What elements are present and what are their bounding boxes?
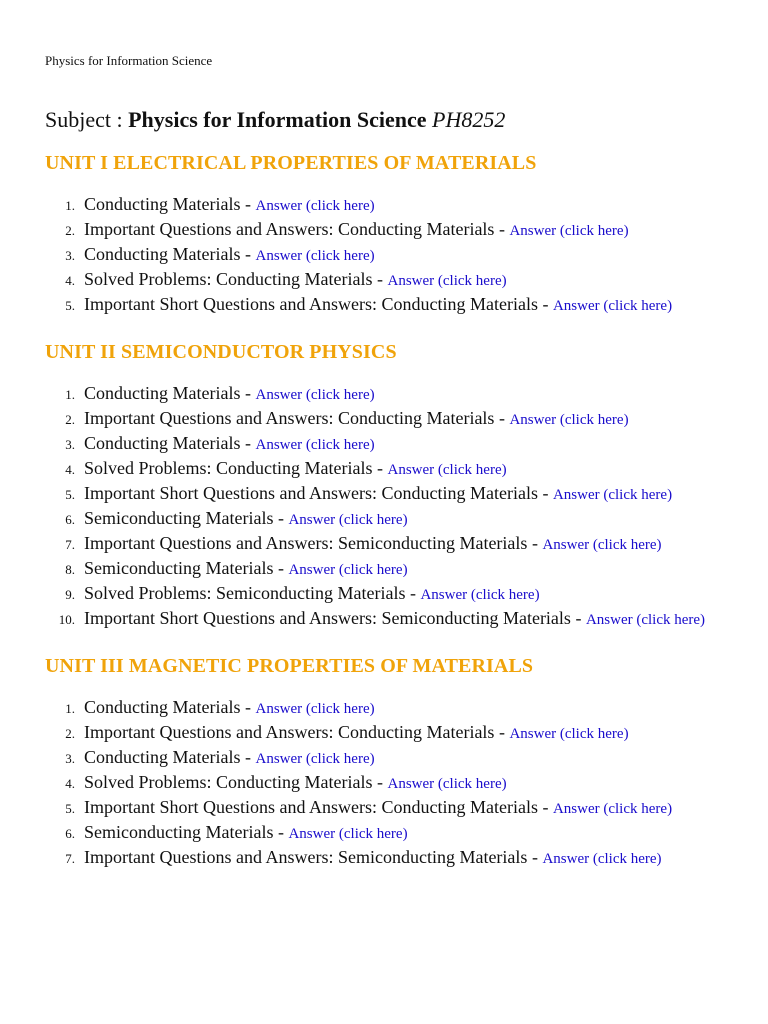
list-item-title: Conducting Materials (84, 433, 241, 453)
list-item-title: Important Short Questions and Answers: Conducting Materials (84, 797, 538, 817)
list-item-separator: - (570, 608, 586, 628)
list-item-separator: - (372, 269, 388, 289)
unit-heading: UNIT III MAGNETIC PROPERTIES OF MATERIALS (45, 655, 534, 677)
answer-link[interactable]: Answer (click here) (387, 776, 507, 792)
list-item (45, 797, 725, 820)
answer-link[interactable]: Answer (click here) (509, 726, 629, 742)
answer-link[interactable]: Answer (click here) (255, 198, 375, 214)
answer-link[interactable]: Answer (click here) (552, 801, 673, 817)
list-item-number: 10. (58, 612, 75, 627)
list-item-number: 4. (65, 462, 75, 477)
list-item (45, 558, 725, 581)
list-item-title: Conducting Materials (84, 697, 241, 717)
list-item-number: 8. (65, 562, 75, 577)
list-item-number: 7. (65, 537, 75, 552)
list-item (45, 219, 725, 242)
list-item-number: 6. (65, 512, 75, 527)
list-item-separator: - (240, 697, 256, 717)
list-item-number: 3. (65, 751, 75, 766)
answer-link[interactable]: Answer (click here) (387, 273, 507, 289)
subject-line (45, 106, 505, 134)
list-item-title: Important Short Questions and Answers: Conducting Materials (84, 483, 538, 503)
list-item-number: 1. (65, 701, 75, 716)
list-item-title: Semiconducting Materials (84, 508, 274, 528)
list-item (45, 483, 725, 506)
list-item (45, 294, 725, 317)
list-item-separator: - (537, 483, 553, 503)
list-item-number: 4. (65, 776, 75, 791)
answer-link[interactable]: Answer (click here) (255, 701, 375, 717)
list-item-separator: - (273, 508, 289, 528)
list-item-separator: - (494, 219, 510, 239)
list-item-separator: - (240, 244, 256, 264)
list-item-number: 3. (65, 437, 75, 452)
list-item-title: Important Questions and Answers: Semiconducting Materials (84, 847, 528, 867)
list-item (45, 608, 725, 631)
list-item (45, 508, 725, 531)
list-item (45, 747, 725, 770)
answer-link[interactable]: Answer (click here) (255, 751, 375, 767)
list-item-separator: - (240, 383, 256, 403)
unit-item-list (45, 194, 725, 317)
list-item-number: 3. (65, 248, 75, 263)
list-item-separator: - (527, 533, 543, 553)
list-item-title: Solved Problems: Conducting Materials (84, 269, 373, 289)
list-item-title: Important Short Questions and Answers: Semiconducting Materials (84, 608, 571, 628)
list-item-separator: - (273, 558, 289, 578)
list-item (45, 194, 725, 217)
answer-link[interactable]: Answer (click here) (255, 248, 375, 264)
answer-link[interactable]: Answer (click here) (542, 537, 662, 553)
list-item (45, 583, 725, 606)
answer-link[interactable]: Answer (click here) (288, 512, 408, 528)
list-item-separator: - (240, 433, 256, 453)
list-item-separator: - (494, 408, 510, 428)
list-item-separator: - (372, 772, 388, 792)
list-item-title: Conducting Materials (84, 383, 241, 403)
unit-heading: UNIT II SEMICONDUCTOR PHYSICS (45, 341, 397, 363)
list-item-number: 5. (65, 298, 75, 313)
list-item-title: Important Questions and Answers: Conducting Materials (84, 219, 495, 239)
list-item (45, 722, 725, 745)
list-item-number: 4. (65, 273, 75, 288)
list-item-title: Important Short Questions and Answers: Conducting Materials (84, 294, 538, 314)
list-item (45, 269, 725, 292)
list-item (45, 847, 725, 870)
list-item-separator: - (372, 458, 388, 478)
list-item (45, 697, 725, 720)
list-item-separator: - (273, 822, 289, 842)
list-item (45, 458, 725, 481)
list-item-title: Semiconducting Materials (84, 558, 274, 578)
answer-link[interactable]: Answer (click here) (542, 851, 662, 867)
answer-link[interactable]: Answer (click here) (420, 587, 540, 603)
units-container (45, 150, 725, 892)
answer-link[interactable]: Answer (click here) (552, 298, 673, 314)
subject-name: Physics for Information Science (128, 107, 427, 132)
answer-link[interactable]: Answer (click here) (288, 562, 408, 578)
list-item (45, 822, 725, 845)
answer-link[interactable]: Answer (click here) (509, 412, 629, 428)
list-item-separator: - (405, 583, 421, 603)
answer-link[interactable]: Answer (click here) (509, 223, 629, 239)
list-item-separator: - (527, 847, 543, 867)
answer-link[interactable]: Answer (click here) (552, 487, 673, 503)
list-item-separator: - (537, 797, 553, 817)
list-item-title: Important Questions and Answers: Semiconducting Materials (84, 533, 528, 553)
list-item-number: 1. (65, 198, 75, 213)
answer-link[interactable]: Answer (click here) (585, 612, 706, 628)
answer-link[interactable]: Answer (click here) (288, 826, 408, 842)
list-item-title: Important Questions and Answers: Conducting Materials (84, 722, 495, 742)
list-item (45, 772, 725, 795)
list-item-number: 6. (65, 826, 75, 841)
answer-link[interactable]: Answer (click here) (387, 462, 507, 478)
list-item-number: 7. (65, 851, 75, 866)
unit-item-list (45, 697, 725, 870)
list-item-title: Important Questions and Answers: Conducting Materials (84, 408, 495, 428)
list-item-title: Solved Problems: Conducting Materials (84, 458, 373, 478)
running-header: Physics for Information Science (45, 53, 213, 68)
list-item-number: 1. (65, 387, 75, 402)
list-item (45, 533, 725, 556)
list-item-title: Semiconducting Materials (84, 822, 274, 842)
answer-link[interactable]: Answer (click here) (255, 387, 375, 403)
subject-prefix: Subject : (45, 107, 129, 132)
list-item-number: 5. (65, 487, 75, 502)
list-item-separator: - (494, 722, 510, 742)
list-item-number: 5. (65, 801, 75, 816)
list-item (45, 433, 725, 456)
list-item-title: Conducting Materials (84, 747, 241, 767)
list-item (45, 408, 725, 431)
list-item (45, 244, 725, 267)
list-item-separator: - (240, 747, 256, 767)
list-item-number: 2. (65, 412, 75, 427)
subject-code: PH8252 (432, 107, 506, 132)
list-item-title: Conducting Materials (84, 194, 241, 214)
list-item-separator: - (240, 194, 256, 214)
list-item (45, 383, 725, 406)
unit-heading: UNIT I ELECTRICAL PROPERTIES OF MATERIALS (45, 152, 537, 174)
list-item-title: Solved Problems: Conducting Materials (84, 772, 373, 792)
list-item-number: 2. (65, 223, 75, 238)
answer-link[interactable]: Answer (click here) (255, 437, 375, 453)
list-item-number: 9. (65, 587, 75, 602)
list-item-title: Solved Problems: Semiconducting Materials (84, 583, 406, 603)
list-item-number: 2. (65, 726, 75, 741)
list-item-separator: - (537, 294, 553, 314)
unit-item-list (45, 383, 725, 631)
list-item-title: Conducting Materials (84, 244, 241, 264)
